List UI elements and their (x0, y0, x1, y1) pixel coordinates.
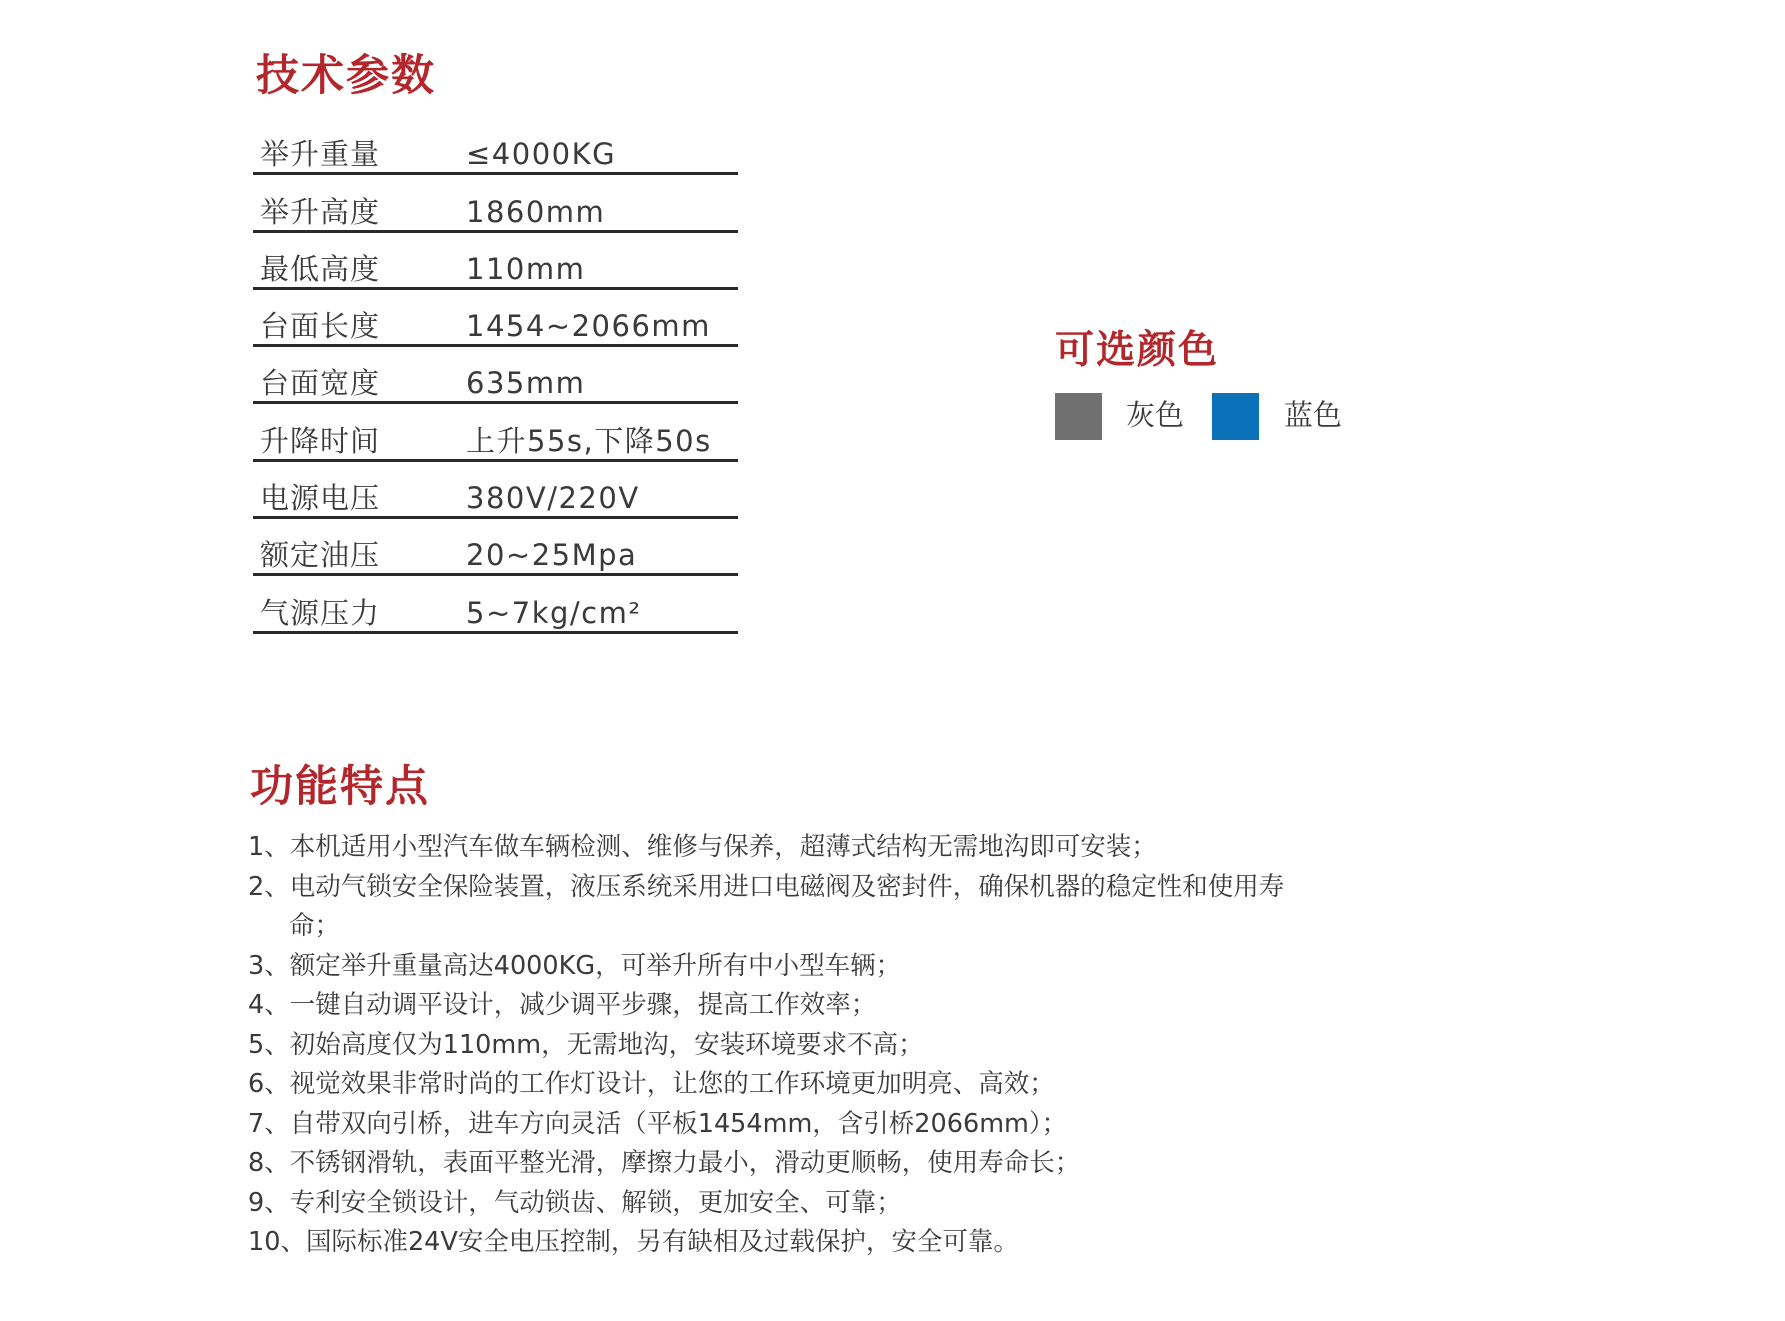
spec-label: 台面宽度 (260, 366, 381, 401)
spec-row (253, 118, 738, 175)
feature-item: 2、电动气锁安全保险装置，液压系统采用进口电磁阀及密封件，确保机器的稳定性和使用寿命； (248, 871, 1285, 941)
spec-value: 380V/220V (466, 481, 640, 516)
feature-item: 9、专利安全锁设计，气动锁齿、解锁，更加安全、可靠； (248, 1187, 902, 1218)
spec-value: 635mm (466, 366, 586, 401)
spec-value: 1860mm (466, 194, 606, 229)
spec-label: 气源压力 (260, 595, 381, 630)
spec-row (253, 462, 738, 519)
spec-label: 台面长度 (260, 309, 381, 344)
color-section-title: 可选颜色 (1055, 328, 1220, 373)
feature-item: 7、自带双向引桥，进车方向灵活（平板1454mm，含引桥2066mm）； (248, 1108, 1068, 1139)
feature-list (248, 828, 1348, 1263)
spec-label: 举升高度 (260, 194, 381, 229)
feature-item: 10、国际标准24V安全电压控制，另有缺相及过载保护，安全可靠。 (248, 1227, 1019, 1257)
feature-item: 8、不锈钢滑轨，表面平整光滑，摩擦力最小，滑动更顺畅，使用寿命长； (248, 1148, 1081, 1178)
spec-label: 额定油压 (260, 538, 381, 573)
spec-label: 举升重量 (260, 137, 381, 172)
blue-color-swatch (1212, 393, 1259, 440)
spec-row (253, 290, 738, 347)
spec-table (253, 118, 738, 634)
spec-value: 110mm (466, 251, 586, 286)
spec-value: 5~7kg/cm² (466, 595, 642, 630)
spec-value: ≤4000KG (466, 137, 617, 172)
feature-section-title: 功能特点 (250, 762, 430, 812)
spec-row (253, 347, 738, 404)
spec-label: 电源电压 (260, 481, 381, 516)
gray-color-label: 灰色 (1126, 398, 1185, 432)
spec-label: 最低高度 (260, 251, 381, 286)
spec-row (253, 519, 738, 576)
blue-color-label: 蓝色 (1284, 398, 1343, 432)
feature-item: 1、本机适用小型汽车做车辆检测、维修与保养，超薄式结构无需地沟即可安装； (248, 832, 1157, 862)
spec-row (253, 404, 738, 461)
spec-value: 1454~2066mm (466, 309, 711, 344)
spec-label: 升降时间 (260, 423, 381, 458)
feature-item: 5、初始高度仅为110mm，无需地沟，安装环境要求不高； (248, 1029, 924, 1060)
spec-row (253, 576, 738, 633)
feature-item: 4、一键自动调平设计，减少调平步骤，提高工作效率； (248, 990, 877, 1020)
feature-item: 3、额定举升重量高达4000KG，可举升所有中小型车辆； (248, 950, 902, 981)
spec-value: 上升55s,下降50s (466, 423, 712, 458)
spec-section-title: 技术参数 (256, 51, 436, 101)
spec-value: 20~25Mpa (466, 538, 638, 573)
gray-color-swatch (1055, 393, 1102, 440)
spec-row (253, 233, 738, 290)
feature-item: 6、视觉效果非常时尚的工作灯设计，让您的工作环境更加明亮、高效； (248, 1069, 1055, 1099)
spec-row (253, 175, 738, 232)
